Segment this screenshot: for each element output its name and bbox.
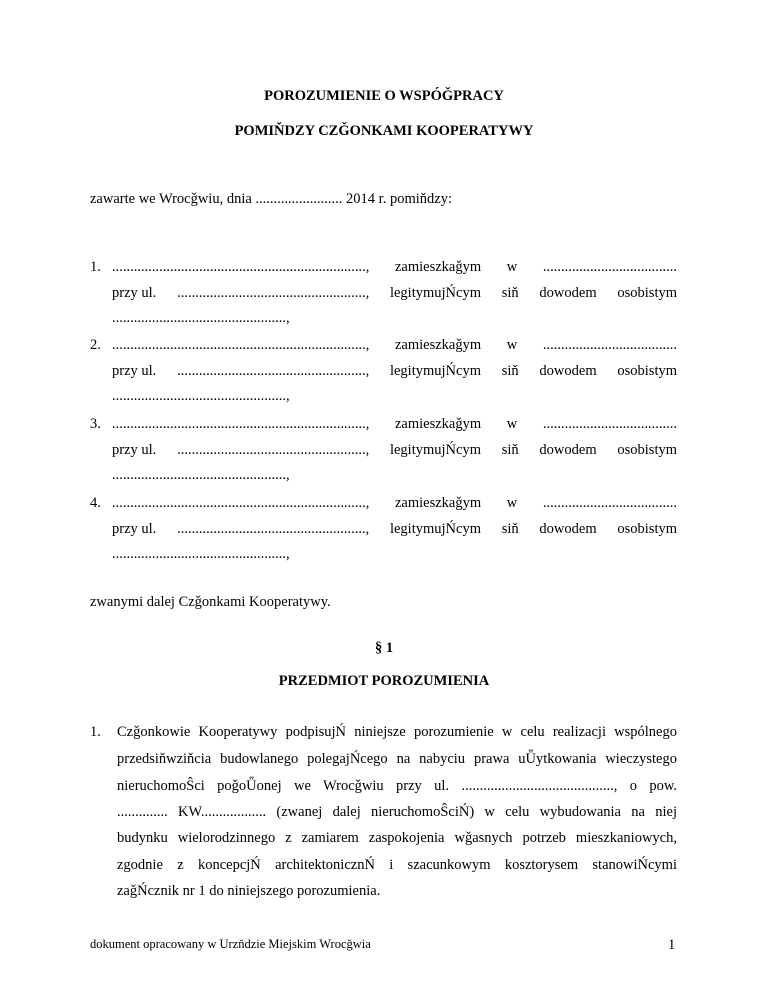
party-line-1 (90, 259, 677, 276)
street-prefix: przy ul. (112, 363, 157, 379)
paragraph-line: Czǧonkowie Kooperatywy podpisujŃ niniejsze porozumienie w celu realizacji wspólnego (117, 724, 677, 740)
self-label: siň (501, 442, 519, 458)
party-line-2 (112, 442, 677, 459)
resident-label: zamieszkaǧym (394, 416, 482, 432)
closing-text: zwanymi dalej Czǧonkami Kooperatywy. (90, 594, 331, 610)
party-number: 2. (90, 337, 101, 353)
city-blank: ..................................... (542, 337, 677, 353)
paragraph-line: zgodnie z koncepcjŃ architektonicznŃ i szacunkowym kosztorysem stanowiŃcymi (117, 857, 677, 873)
paragraph-line: przedsiňwziňcia budowlanego polegajŃcego na nabyciu prawa uǕytkowania wieczystego (117, 751, 677, 767)
id-label: legitymujŃcym (389, 442, 481, 458)
para-number: 1. (90, 724, 101, 740)
party-line-2 (112, 363, 677, 380)
street-blank: ...................................................., (177, 285, 370, 301)
party-line-3 (112, 310, 677, 327)
resident-label: zamieszkaǧym (394, 259, 482, 275)
page-number: 1 (668, 937, 676, 953)
w-label: w (506, 495, 518, 511)
party-tail-blank: ................................................, (112, 467, 290, 483)
party-name-blank: ......................................................................, (112, 495, 370, 511)
street-prefix: przy ul. (112, 521, 157, 537)
personal-label: osobistym (617, 285, 677, 301)
street-blank: ...................................................., (177, 442, 370, 458)
party-line-3 (112, 388, 677, 405)
city-blank: ..................................... (542, 416, 677, 432)
id-label: legitymujŃcym (389, 363, 481, 379)
self-label: siň (501, 363, 519, 379)
party-line-2 (112, 521, 677, 538)
party-line-2 (112, 285, 677, 302)
party-line-1 (90, 337, 677, 354)
street-blank: ...................................................., (177, 521, 370, 537)
document-label: dowodem (539, 363, 597, 379)
party-name-blank: ......................................................................, (112, 259, 370, 275)
party-line-3 (112, 546, 677, 563)
party-line-1 (90, 495, 677, 512)
street-blank: ...................................................., (177, 363, 370, 379)
section-title: PRZEDMIOT POROZUMIENIA (278, 673, 490, 689)
paragraph-line: nieruchomoŜci poǧoǕonej we Wrocǧwiu przy ul. .........................................., o pow. (117, 778, 677, 794)
party-tail-blank: ................................................, (112, 546, 290, 562)
w-label: w (506, 416, 518, 432)
resident-label: zamieszkaǧym (394, 495, 482, 511)
id-label: legitymujŃcym (389, 285, 481, 301)
party-tail-blank: ................................................, (112, 310, 290, 326)
city-blank: ..................................... (542, 495, 677, 511)
section-mark: § 1 (374, 640, 394, 656)
party-line-1 (90, 416, 677, 433)
street-prefix: przy ul. (112, 285, 157, 301)
intro-text: zawarte we Wrocǧwiu, dnia ........................ 2014 r. pomiňdzy: (90, 191, 452, 207)
party-number: 3. (90, 416, 101, 432)
document-label: dowodem (539, 442, 597, 458)
resident-label: zamieszkaǧym (394, 337, 482, 353)
self-label: siň (501, 521, 519, 537)
w-label: w (506, 259, 518, 275)
paragraph-line: zaǧŃcznik nr 1 do niniejszego porozumienia. (117, 883, 381, 899)
personal-label: osobistym (617, 363, 677, 379)
self-label: siň (501, 285, 519, 301)
party-line-3 (112, 467, 677, 484)
party-number: 1. (90, 259, 101, 275)
party-number: 4. (90, 495, 101, 511)
w-label: w (506, 337, 518, 353)
personal-label: osobistym (617, 442, 677, 458)
city-blank: ..................................... (542, 259, 677, 275)
party-name-blank: ......................................................................, (112, 337, 370, 353)
footer-text: dokument opracowany w Urzňdzie Miejskim Wrocǧwia (90, 937, 371, 951)
street-prefix: przy ul. (112, 442, 157, 458)
personal-label: osobistym (617, 521, 677, 537)
id-label: legitymujŃcym (389, 521, 481, 537)
party-name-blank: ......................................................................, (112, 416, 370, 432)
paragraph-line: budynku wielorodzinnego z zamiarem zaspokojenia wǧasnych potrzeb mieszkaniowych, (117, 830, 677, 846)
paragraph-line: .............. KW.................. (zwanej dalej nieruchomoŜciŃ) w celu wybudowania na niej (117, 804, 677, 820)
party-tail-blank: ................................................, (112, 388, 290, 404)
document-label: dowodem (539, 285, 597, 301)
document-subtitle: POMIŇDZY CZǦONKAMI KOOPERATYWY (234, 123, 534, 139)
document-title: POROZUMIENIE O WSPÓǦPRACY (264, 88, 504, 104)
document-label: dowodem (539, 521, 597, 537)
